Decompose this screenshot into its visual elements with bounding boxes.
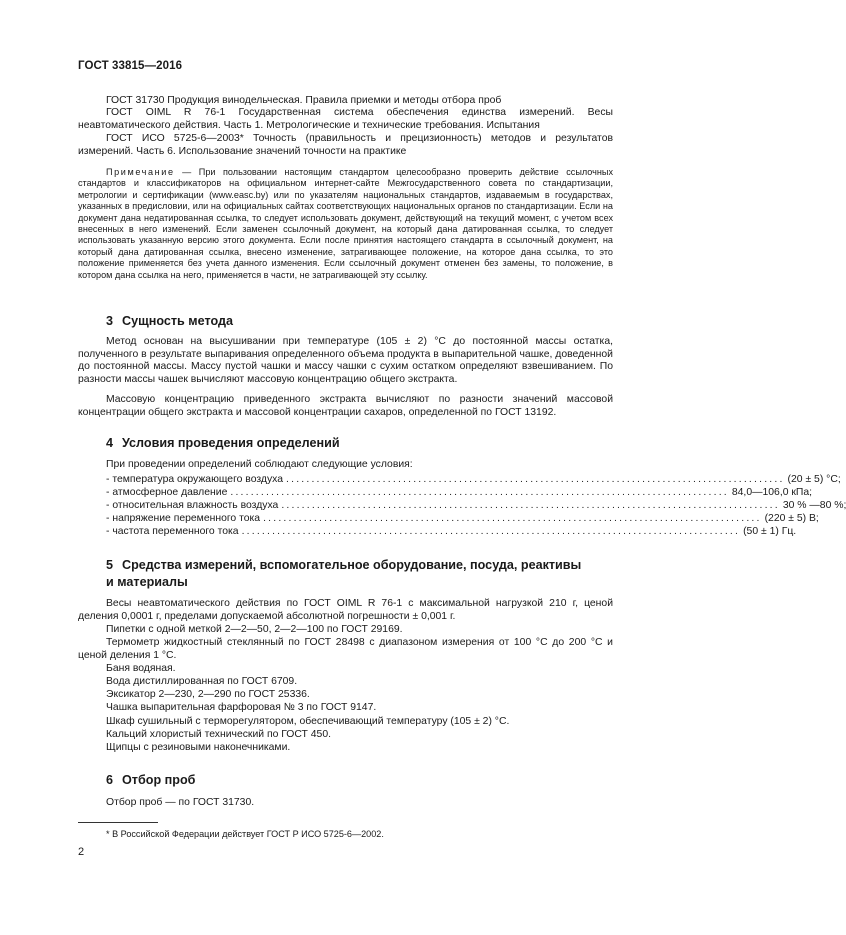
condition-row: - частота переменного тока .................................................................................................. (50 ± 1) Гц. [106,526,797,537]
note-text: — При пользовании настоящим стандартом целесообразно проверить действие ссылочных стандартов и классификаторов на официальном интернет-сайте Межгосударственного совета по стандартизации, метрологии и сертификации (www.easc.by) или по указателям национальных стандартов, издаваемым в государствах, указанных в предисловии, или на официальных сайтах соответствующих национальных органов по стандартизации. Если на документ дана недатированная ссылка, то следует использовать документ, действующий на текущий момент, с учетом всех внесенных в него изменений. Если заменен ссылочный документ, на который дана датированная ссылка, то следует использовать указанную версию этого документа. Если после принятия настоящего стандарта в ссылочный документ, на который дана датированная ссылка, внесено изменение, затрагивающее положение, на которое дана ссылка, то это положение применяется без учета данного изменения. Если ссылочный документ отменен без замены, то положение, в котором дана ссылка на него, применяется в части, не затрагивающей эту ссылку. [78,167,613,280]
reference-item: ГОСТ 31730 Продукция винодельческая. Правила приемки и методы отбора проб [106,95,502,106]
equipment-item: Вода дистиллированная по ГОСТ 6709. [106,676,298,687]
equipment-item: Термометр жидкостный стеклянный по ГОСТ 28498 с диапазоном измерения от 100 °С до 200 °С и ценой деления 1 °С. [78,637,613,661]
footnote-divider [78,822,158,823]
equipment-item: Баня водяная. [106,663,176,674]
document-header: ГОСТ 33815—2016 [78,60,183,72]
section-paragraph: Метод основан на высушивании при температуре (105 ± 2) °С до постоянной массы остатка, полученного в результате выпаривания определенного объема продукта в выпарительной чашке, доведенной до постоянной массы. Массу пустой чашки и массу чашки с сухим остатком определяют взвешиванием. По разности массы чашек вычисляют массовую концентрацию общего экстракта. [78,336,613,386]
equipment-item: Пипетки с одной меткой 2—2—50, 2—2—100 по ГОСТ 29169. [106,624,403,635]
footnote: * В Российской Федерации действует ГОСТ Р ИСО 5725-6—2002. [106,829,384,839]
note-paragraph [78,167,613,281]
condition-row: - напряжение переменного тока .................................................................................................. (220 ± 5) В; [106,513,819,524]
section-paragraph: Массовую концентрацию приведенного экстракта вычисляют по разности значений массовой концентрации общего экстракта и массовой концентрации сахаров, определенной по ГОСТ 13192. [78,394,613,418]
equipment-item: Весы неавтоматического действия по ГОСТ OIML R 76-1 с максимальной нагрузкой 210 г, ценой деления 0,0001 г, пределами допускаемой абсолютной погрешности ± 0,001 г. [78,598,613,622]
conditions-intro: При проведении определений соблюдают следующие условия: [106,459,413,470]
section-heading: 6 Отбор проб [106,773,196,787]
condition-row: - относительная влажность воздуха .................................................................................................. 30 % —80 %; [106,500,846,511]
note-label: Примечание [106,167,175,177]
section-paragraph: Отбор проб — по ГОСТ 31730. [106,797,255,808]
section-heading: 5 Средства измерений, вспомогательное оборудование, посуда, реактивы [106,558,582,572]
section-heading: 3 Сущность метода [106,314,233,328]
condition-row: - температура окружающего воздуха .................................................................................................. (20 ± 5) °С; [106,474,841,485]
equipment-item: Кальций хлористый технический по ГОСТ 450. [106,729,331,740]
condition-row: - атмосферное давление .................................................................................................. 84,0—106,0 кПа; [106,487,813,498]
reference-item: ГОСТ OIML R 76-1 Государственная система обеспечения единства измерений. Весы неавтоматического действия. Часть 1. Метрологические и технические требования. Испытания [78,107,613,131]
section-heading-continuation: и материалы [106,575,188,589]
section-heading: 4 Условия проведения определений [106,436,340,450]
equipment-item: Щипцы с резиновыми наконечниками. [106,742,291,753]
equipment-item: Эксикатор 2—230, 2—290 по ГОСТ 25336. [106,689,310,700]
reference-item: ГОСТ ИСО 5725-6—2003* Точность (правильность и прецизионность) методов и результатов измерений. Часть 6. Использование значений точности на практике [78,133,613,157]
equipment-item: Чашка выпарительная фарфоровая № 3 по ГОСТ 9147. [106,702,377,713]
equipment-item: Шкаф сушильный с терморегулятором, обеспечивающий температуру (105 ± 2) °С. [106,716,510,727]
page-number: 2 [78,846,85,858]
